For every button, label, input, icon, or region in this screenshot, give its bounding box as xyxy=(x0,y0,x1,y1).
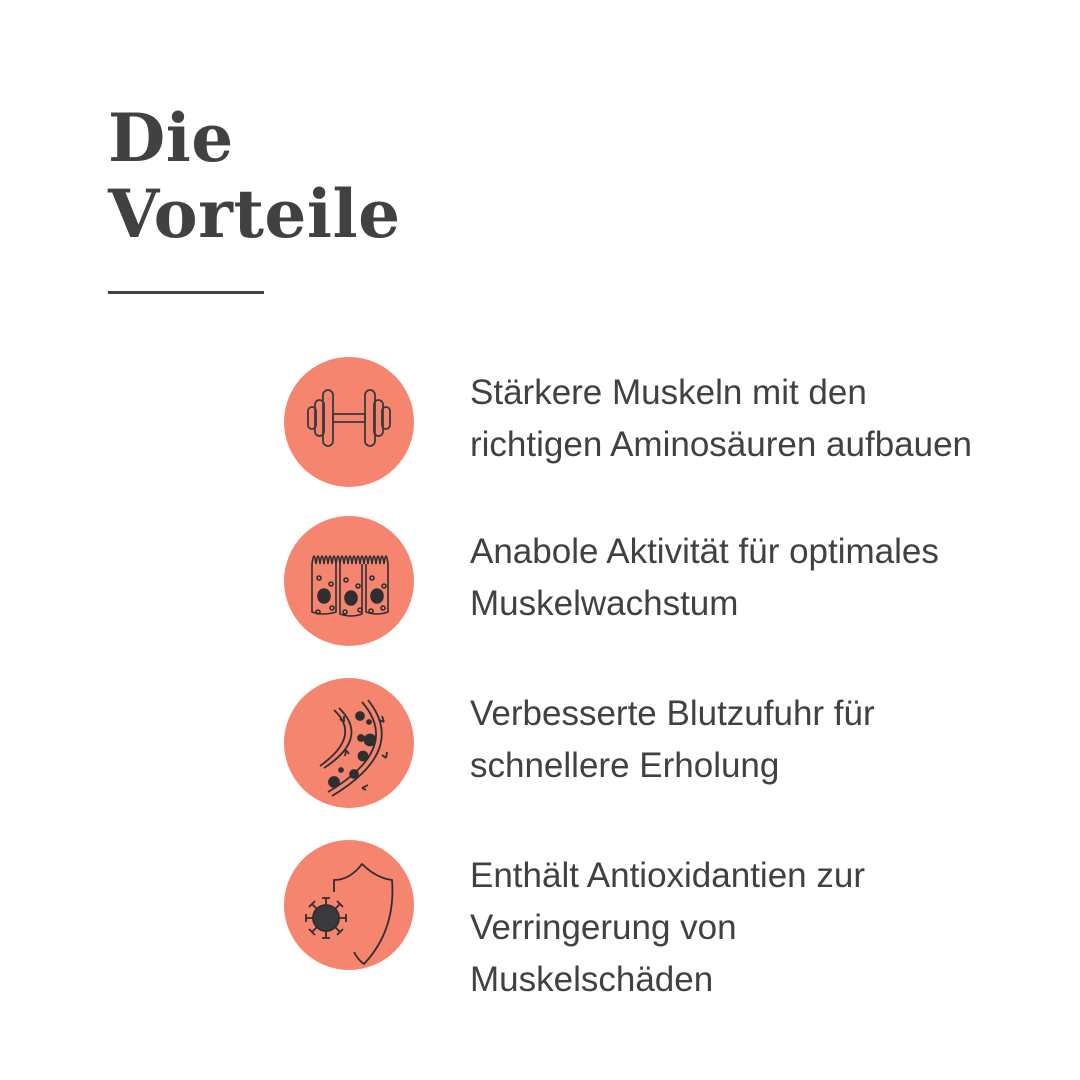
benefit-text xyxy=(470,688,875,792)
shield-virus-icon xyxy=(284,840,414,970)
benefit-item-muscles xyxy=(284,357,1064,487)
benefit-line: Muskelschäden xyxy=(470,960,714,999)
muscle-cells-icon xyxy=(284,516,414,646)
benefit-line: Enthält Antioxidantien zur xyxy=(470,856,865,895)
benefit-line: Muskelwachstum xyxy=(470,584,739,623)
benefit-text xyxy=(470,850,865,1006)
page-title xyxy=(108,100,401,252)
benefit-text xyxy=(470,526,939,630)
blood-flow-icon xyxy=(284,678,414,808)
title-line-2: Vorteile xyxy=(108,175,401,253)
dumbbell-icon xyxy=(284,357,414,487)
benefit-line: Stärkere Muskeln mit den xyxy=(470,373,867,412)
benefit-item-antioxidants xyxy=(284,840,1064,1006)
benefit-item-blood-flow xyxy=(284,678,1064,808)
benefit-line: Anabole Aktivität für optimales xyxy=(470,532,939,571)
benefit-line: Verbesserte Blutzufuhr für xyxy=(470,694,875,733)
benefit-line: richtigen Aminosäuren aufbauen xyxy=(470,425,973,464)
title-underline-divider xyxy=(108,291,264,294)
title-line-1: Die xyxy=(108,99,234,177)
benefit-item-growth xyxy=(284,516,1064,646)
benefit-line: schnellere Erholung xyxy=(470,746,780,785)
benefit-line: Verringerung von xyxy=(470,908,737,947)
benefit-text xyxy=(470,367,972,471)
